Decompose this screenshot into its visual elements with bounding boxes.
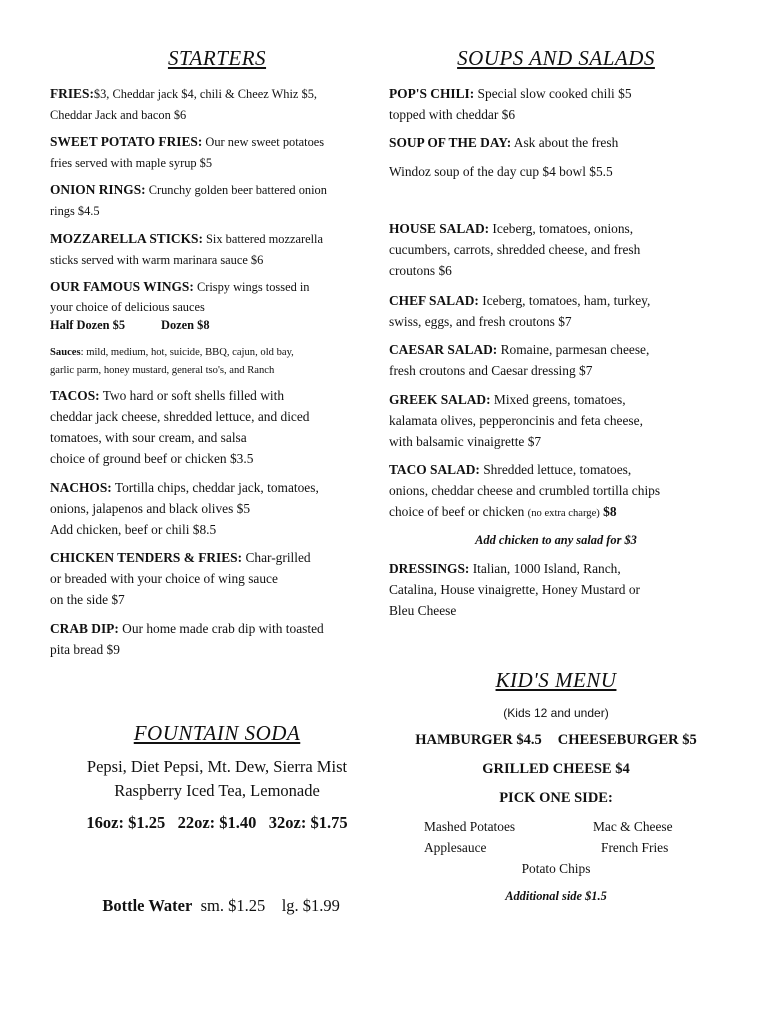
side-mashed-potatoes: Mashed Potatoes xyxy=(424,819,516,834)
menu-item-dressings: DRESSINGS: Italian, 1000 Island, Ranch, Catalina, House vinaigrette, Honey Mustard or Bleu Cheese xyxy=(389,561,641,618)
menu-item-chef-salad: CHEF SALAD: Iceberg, tomatoes, ham, turkey, swiss, eggs, and fresh croutons $7 xyxy=(389,293,651,329)
bottle-water: Bottle Water sm. $1.25 lg. $1.99 xyxy=(102,896,340,915)
kids-burgers xyxy=(389,732,723,749)
soda-flavors-line1: Pepsi, Diet Pepsi, Mt. Dew, Sierra Mist xyxy=(86,757,348,776)
menu-item-fries: FRIES:$3, Cheddar jack $4, chili & Cheez Whiz $5, Cheddar Jack and bacon $6 xyxy=(50,86,317,122)
menu-item-taco-salad: TACO SALAD: Shredded lettuce, tomatoes, onions, cheddar cheese and crumbled tortilla chips choice of beef or chicken (no extra charge) $8 xyxy=(389,462,661,519)
kids-cheeseburger: CHEESEBURGER $5 xyxy=(557,732,697,748)
menu-item-mozzarella-sticks: MOZZARELLA STICKS: Six battered mozzarella sticks served with warm marinara sauce $6 xyxy=(50,231,323,267)
menu-item-sweet-potato-fries: SWEET POTATO FRIES: Our new sweet potatoes fries served with maple syrup $5 xyxy=(50,134,325,170)
menu-item-crab-dip: CRAB DIP: Our home made crab dip with toasted pita bread $9 xyxy=(50,621,324,657)
kids-additional-side: Additional side $1.5 xyxy=(505,889,607,903)
kids-pick-side: PICK ONE SIDE: xyxy=(499,790,613,806)
kids-age-note: (Kids 12 and under) xyxy=(503,706,609,720)
kids-grilled-cheese: GRILLED CHEESE $4 xyxy=(482,761,630,777)
menu-item-onion-rings: ONION RINGS: Crunchy golden beer battered onion rings $4.5 xyxy=(50,182,327,218)
side-french-fries: French Fries xyxy=(601,840,669,855)
menu-item-chicken-tenders: CHICKEN TENDERS & FRIES: Char-grilled or breaded with your choice of wing sauce on the side $7 xyxy=(50,550,311,607)
wings-half-dozen: Half Dozen $5 xyxy=(50,318,126,332)
soups-salads-title: SOUPS AND SALADS xyxy=(457,46,655,70)
wings-dozen: Dozen $8 xyxy=(161,318,210,332)
soda-flavors-line2: Raspberry Iced Tea, Lemonade xyxy=(114,781,320,800)
add-chicken-note: Add chicken to any salad for $3 xyxy=(475,533,637,547)
side-potato-chips: Potato Chips xyxy=(521,861,591,876)
soda-sizes: 16oz: $1.25 22oz: $1.40 32oz: $1.75 xyxy=(86,813,348,832)
kids-hamburger: HAMBURGER $4.5 xyxy=(415,732,542,748)
menu-item-pops-chili: POP'S CHILI: Special slow cooked chili $5 topped with cheddar $6 xyxy=(389,86,632,122)
kids-menu-title: KID'S MENU xyxy=(495,668,617,692)
menu-item-tacos: TACOS: Two hard or soft shells filled with cheddar jack cheese, shredded lettuce, and diced tomatoes, with sour cream, and salsa choice of ground beef or chicken $3.5 xyxy=(50,388,310,466)
side-mac-cheese: Mac & Cheese xyxy=(593,819,673,834)
menu-item-caesar-salad: CAESAR SALAD: Romaine, parmesan cheese, fresh croutons and Caesar dressing $7 xyxy=(389,342,650,378)
side-applesauce: Applesauce xyxy=(424,840,487,855)
menu-item-soup-of-the-day: SOUP OF THE DAY: Ask about the fresh Windoz soup of the day cup $4 bowl $5.5 xyxy=(389,135,619,179)
sauces-list: Sauces: mild, medium, hot, suicide, BBQ, cajun, old bay, garlic parm, honey mustard, general tso's, and Ranch xyxy=(50,347,294,376)
starters-title: STARTERS xyxy=(167,46,267,70)
menu-item-greek-salad: GREEK SALAD: Mixed greens, tomatoes, kalamata olives, pepperoncinis and feta cheese, with balsamic vinaigrette $7 xyxy=(389,392,643,449)
menu-item-house-salad: HOUSE SALAD: Iceberg, tomatoes, onions, cucumbers, carrots, shredded cheese, and fresh croutons $6 xyxy=(389,221,641,278)
menu-item-nachos: NACHOS: Tortilla chips, cheddar jack, tomatoes, onions, jalapenos and black olives $5 Add chicken, beef or chili $8.5 xyxy=(50,480,319,537)
menu-item-wings: OUR FAMOUS WINGS: Crispy wings tossed in your choice of delicious sauces Half Dozen $5 Dozen $8 xyxy=(50,279,310,332)
fountain-soda-title: FOUNTAIN SODA xyxy=(133,721,301,745)
